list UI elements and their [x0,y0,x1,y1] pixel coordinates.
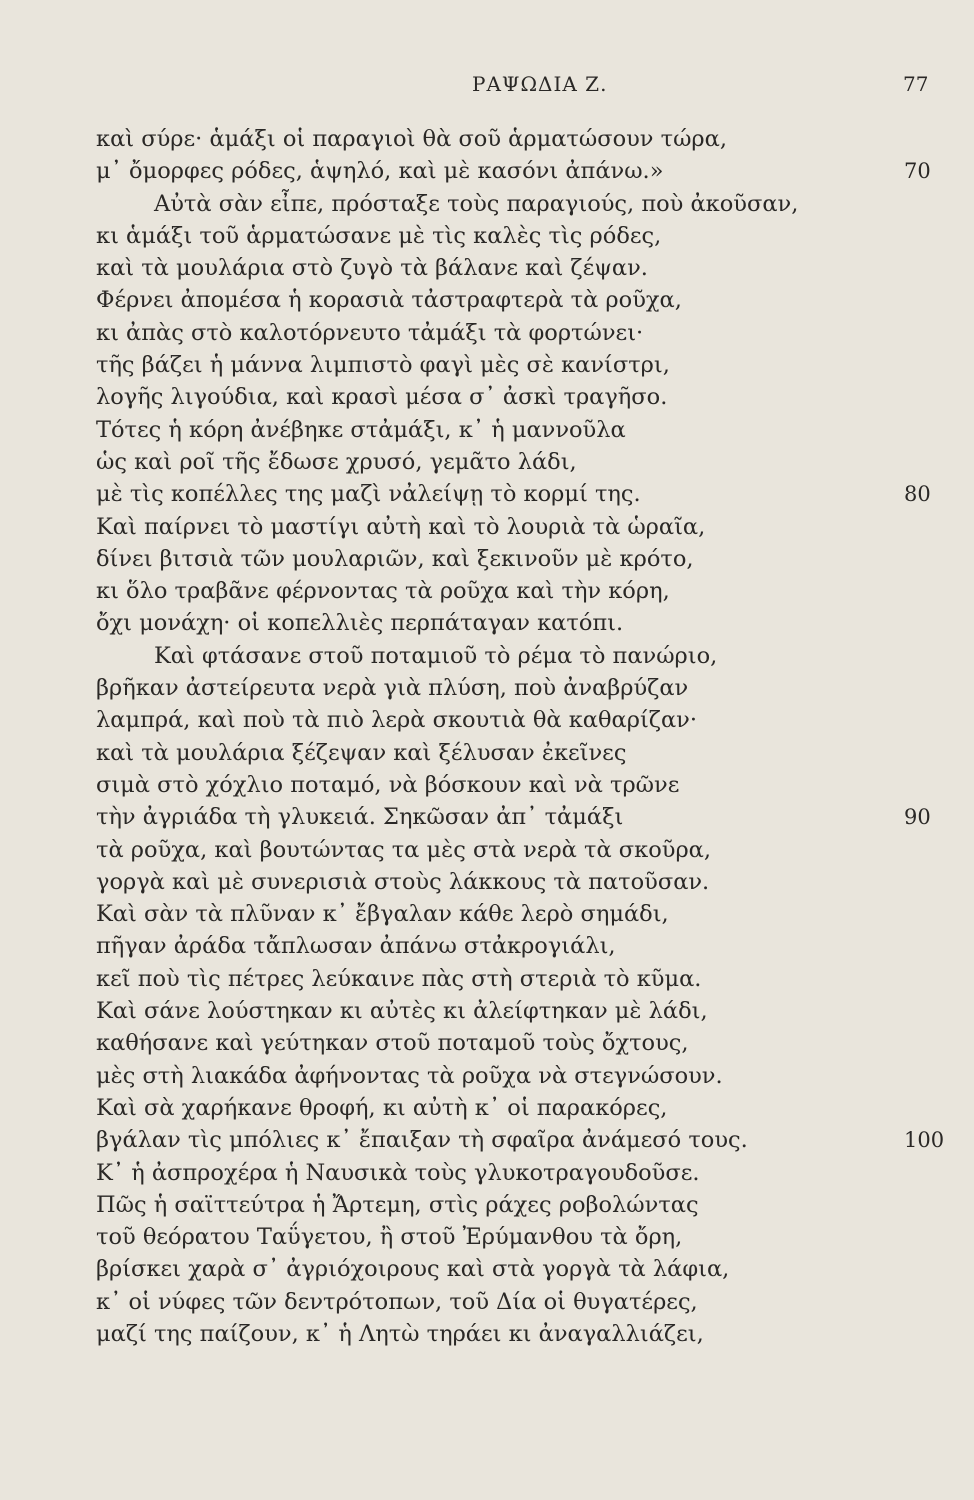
page-number: 77 [903,72,929,96]
line-number: 90 [904,805,931,830]
verse-text: Καὶ σὰν τὰ πλῦναν κ᾿ ἔβγαλαν κάθε λερὸ σημάδι, [96,901,669,928]
verse-line [96,446,856,478]
verse-line [96,575,856,607]
verse-text: δίνει βιτσιὰ τῶν μουλαριῶν, καὶ ξεκινοῦν μὲ κρότο, [96,545,694,572]
verse-text: τῆς βάζει ἡ μάννα λιμπιστὸ φαγὶ μὲς σὲ κανίστρι, [96,352,670,379]
verse-text: καὶ τὰ μουλάρια ξέζεψαν καὶ ξέλυσαν ἐκεῖνες [96,739,627,766]
verse-line [96,155,931,187]
verse-line [96,284,856,316]
verse-line [96,511,856,543]
verse-line [96,898,856,930]
verse-text: Καὶ παίρνει τὸ μαστίγι αὐτὴ καὶ τὸ λουριὰ τὰ ὡραῖα, [96,513,706,540]
verse-line [96,1060,856,1092]
verse-line [96,1286,856,1318]
verse-line [96,801,931,833]
verse-line [96,866,856,898]
verse-text: καὶ σύρε· ἁμάξι οἱ παραγιοὶ θὰ σοῦ ἁρματώσουν τώρα, [96,126,727,152]
verse-line [96,930,856,962]
verse-line [96,123,856,155]
verse-text: κι ἀπὰς στὸ καλοτόρνευτο τἀμάξι τὰ φορτώνει· [96,319,644,346]
verse-line [96,1253,856,1285]
verse-text: καὶ τὰ μουλάρια στὸ ζυγὸ τὰ βάλανε καὶ ζέψαν. [96,255,648,282]
verse-line [96,220,856,252]
verse-line [96,349,856,381]
poem-text [96,123,945,1350]
verse-line [96,834,856,866]
verse-text: ὡς καὶ ροῖ τῆς ἔδωσε χρυσό, γεμᾶτο λάδι, [96,448,577,475]
verse-text: Φέρνει ἀπομέσα ἡ κορασιὰ τἀστραφτερὰ τὰ ροῦχα, [96,287,682,314]
verse-text: βρίσκει χαρὰ σ᾿ ἀγριόχοιρους καὶ στὰ γοργὰ τὰ λάφια, [96,1256,730,1283]
verse-text: τὴν ἀγριάδα τὴ γλυκειά. Σηκῶσαν ἀπ᾿ τἀμάξι [96,804,624,831]
verse-text: Αὐτὰ σὰν εἶπε, πρόσταξε τοὺς παραγιούς, ποὺ ἀκοῦσαν, [154,190,799,217]
verse-text: γοργὰ καὶ μὲ συνερισιὰ στοὺς λάκκους τὰ πατοῦσαν. [96,868,710,895]
verse-line [96,414,856,446]
verse-line [96,1027,856,1059]
verse-text: Καὶ σὰ χαρήκανε θροφή, κι αὐτὴ κ᾿ οἱ παρακόρες, [96,1094,668,1121]
verse-text: κι ἁμάξι τοῦ ἁρματώσανε μὲ τὶς καλὲς τὶς ρόδες, [96,222,662,249]
verse-line [96,1318,856,1350]
verse-text: πῆγαν ἀράδα τἄπλωσαν ἀπάνω στἀκρογιάλι, [96,933,616,960]
verse-line [96,188,856,220]
verse-text: σιμὰ στὸ χόχλιο ποταμό, νὰ βόσκουν καὶ νὰ τρῶνε [96,771,680,798]
verse-line [96,478,931,510]
verse-line [96,737,856,769]
verse-text: ὄχι μονάχη· οἱ κοπελλιὲς περπάταγαν κατόπι. [96,610,624,637]
verse-line [96,1189,856,1221]
verse-line [96,381,856,413]
verse-line [96,1124,945,1156]
verse-text: κι ὅλο τραβᾶνε φέρνοντας τὰ ροῦχα καὶ τὴν κόρη, [96,578,670,605]
verse-text: βρῆκαν ἀστείρευτα νερὰ γιὰ πλύση, ποὺ ἀναβρύζαν [96,675,689,702]
line-number: 70 [904,159,931,184]
verse-text: Καὶ σάνε λούστηκαν κι αὐτὲς κι ἀλείφτηκαν μὲ λάδι, [96,998,708,1025]
verse-line [96,640,856,672]
verse-line [96,543,856,575]
verse-text: Πῶς ἡ σαϊττεύτρα ἡ Ἄρτεμη, στὶς ράχες ροβολώντας [96,1191,699,1218]
verse-line [96,769,856,801]
verse-line [96,1157,856,1189]
verse-text: μὲ τὶς κοπέλλες της μαζὶ νἀλείψῃ τὸ κορμί της. [96,481,641,508]
line-number: 100 [904,1128,945,1153]
verse-line [96,1092,856,1124]
verse-line [96,252,856,284]
verse-line [96,317,856,349]
verse-line [96,963,856,995]
verse-text: Τότες ἡ κόρη ἀνέβηκε στἀμάξι, κ᾿ ἡ μαννοῦλα [96,416,626,443]
verse-text: βγάλαν τὶς μπόλιες κ᾿ ἔπαιξαν τὴ σφαῖρα ἀνάμεσό τους. [96,1127,748,1154]
verse-text: μ᾿ ὄμορφες ρόδες, ἁψηλό, καὶ μὲ κασόνι ἀπάνω.» [96,158,664,185]
running-title: ΡΑΨΩΔΙΑ Ζ. [472,72,608,96]
page-header [0,72,974,102]
verse-text: κεῖ ποὺ τὶς πέτρες λεύκαινε πὰς στὴ στεριὰ τὸ κῦμα. [96,965,702,992]
verse-text: τὰ ροῦχα, καὶ βουτώντας τα μὲς στὰ νερὰ τὰ σκοῦρα, [96,836,712,863]
verse-line [96,995,856,1027]
line-number: 80 [904,482,931,507]
verse-line [96,672,856,704]
verse-text: καθήσανε καὶ γεύτηκαν στοῦ ποταμοῦ τοὺς ὄχτους, [96,1030,689,1057]
verse-text: Κ᾿ ἡ ἀσπροχέρα ἡ Ναυσικὰ τοὺς γλυκοτραγουδοῦσε. [96,1159,700,1186]
verse-text: τοῦ θεόρατου Ταΰγετου, ἢ στοῦ Ἐρύμανθου τὰ ὄρη, [96,1224,683,1251]
verse-text: κ᾿ οἱ νύφες τῶν δεντρότοπων, τοῦ Δία οἱ θυγατέρες, [96,1288,698,1315]
verse-text: λογῆς λιγούδια, καὶ κρασὶ μέσα σ᾿ ἀσκὶ τραγῆσο. [96,384,668,411]
verse-line [96,1221,856,1253]
verse-text: Καὶ φτάσανε στοῦ ποταμιοῦ τὸ ρέμα τὸ πανώριο, [154,642,718,669]
verse-text: μαζί της παίζουν, κ᾿ ἡ Λητὼ τηράει κι ἀναγαλλιάζει, [96,1320,704,1347]
verse-text: μὲς στὴ λιακάδα ἀφήνοντας τὰ ροῦχα νὰ στεγνώσουν. [96,1062,723,1089]
verse-line [96,704,856,736]
verse-text: λαμπρά, καὶ ποὺ τὰ πιὸ λερὰ σκουτιὰ θὰ καθαρίζαν· [96,707,697,734]
verse-line [96,607,856,639]
